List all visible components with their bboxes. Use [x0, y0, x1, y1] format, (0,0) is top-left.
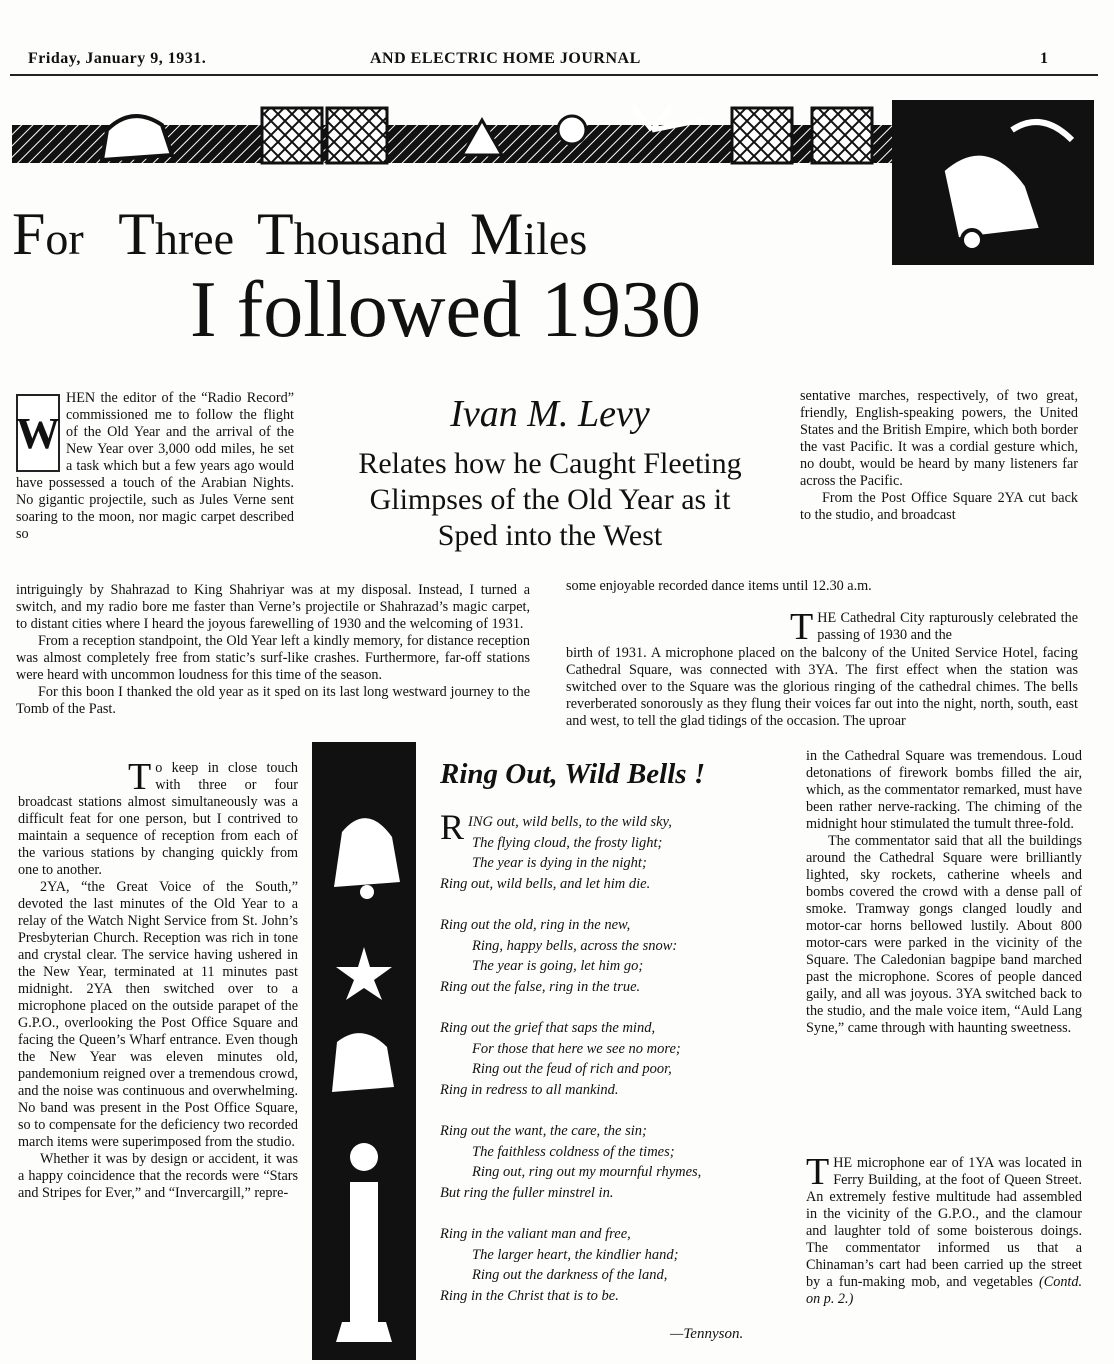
cathedral-column: in the Cathedral Square was tremendous. Loud detonations of firework bombs filled the air, which, as the commentator remarked, must have been rather nerve-racking. The chiming of the midnight hour stimulated the tumult three-fold. The commentator said that all the buildings around the Cathedral Square were brilliantly lighted, sky rockets, catherine wheels and bombs covered the crowd with a dense pall of smoke. Tramway gongs clanged loudly and motor-car horns bellowed lustily. About 800 motor-cars were parked in the vicinity of the Square. The Caledonian bagpipe band marched past the microphone. Scores of people danced gaily, and all was joyous. 3YA switched back to the studio, and the male voice item, “Auld Lang Syne,” came through with haunting sweetness. [806, 748, 1082, 1036]
subtitle-line-1: Relates how he Caught Fleeting [358, 447, 742, 480]
journal-name: AND ELECTRIC HOME JOURNAL [370, 50, 641, 67]
bell-icon [102, 116, 172, 160]
poem-stanza: Ring out the grief that saps the mind, For those that here we see no more; Ring out the feud of rich and poor, Ring in redress to all mankind. [440, 1020, 681, 1098]
poem-stanza: RING out, wild bells, to the wild sky, The flying cloud, the frosty light; The year is dying in the night; Ring out, wild bells, and let him die. [440, 807, 672, 892]
right-column-top: sentative marches, respectively, of two great, friendly, English-speaking powers, the United States and the British Empire, which both border the vast Pacific. It was a cordial gesture which, no doubt, would be heard by many listeners far across the Pacific. From the Post Office Square 2YA cut back to the studio, and broadcast [800, 388, 1078, 523]
drop-cap-t: T [128, 756, 152, 798]
poem-stanza: Ring in the valiant man and free, The larger heart, the kindlier hand; Ring out the darkness of the land, Ring in the Christ that is to be. [440, 1226, 679, 1304]
drop-cap-t: T [806, 1151, 830, 1193]
auckland-paragraph: T HE microphone ear of 1YA was located in Ferry Building, at the foot of Queen Street. An extremely festive multitude had assembled in the vicinity of the G.P.O., and the clamour and laughter told of some boisterous doings. The commentator informed us that a Chinaman’s cart had been carried up the street by a fun-making mob, and vegetables (Contd. on p. 2.) [806, 1151, 1082, 1307]
intro-wide-paragraphs: intriguingly by Shahrazad to King Shahriyar was at my disposal. Instead, I turned a switch, and my radio bore me faster than Verne’s projectile or Shahrazad’s magic carpet, to distant cities where I heard the joyous farewelling of 1930 and the welcoming of 1931. From a reception standpoint, the Old Year left a kindly memory, for distance reception was almost completely free from static’s surf-like crashes. Furthermore, far-off stations were heard with uncommon loudness for this time of the season. For this boon I thanked the old year as it sped on its last long westward journey to the Tomb of the Past. [16, 582, 530, 717]
intro-paragraph-top: W HEN the editor of the “Radio Record” commissioned me to follow the flight of the Old Year and the arrival of the New Year over 3,000 odd miles, he set a task which but a few years ago would have possessed a touch of the Arabian Nights. No gigantic projectile, such as Jules Verne sent soaring to the moon, nor magic carpet described so [16, 390, 294, 542]
continued-note: (Contd. on p. 2.) [806, 1274, 1082, 1307]
subtitle-line-2: Glimpses of the Old Year as it [369, 483, 731, 516]
issue-date: Friday, January 9, 1931. [28, 50, 207, 67]
drop-cap-w: W [16, 394, 60, 472]
header-rule [10, 74, 1098, 76]
left-column: T o keep in close touch with three or four broadcast stations almost simultaneously was a difficult feat for one person, but I contrived to maintain a sequence of reception from each of the various stations by changing quickly from one to another. 2YA, “the Great Voice of the South,” devoted the last minutes of the Old Year to a relay of the Watch Night Service from St. John’s Presbyterian Church. Reception was rich in tone and crystal clear. The service having ushered in the New Year, terminated at 11 minutes past midnight. 2YA then switched over to a microphone placed on the outside parapet of the G.P.O., overlooking the Post Office Square and facing the Queen’s Wharf entrance. Even though the New Year was eleven minutes old, pandemonium reigned over a tremendous crowd, and the noise was continuous and overwhelming. No band was present in the Post Office Square, so to compensate for the deficiency two recorded march items were superimposed from the studio. Whether it was by design or accident, it was a happy coincidence that the records were “Stars and Stripes for Ever,” and “Invercargill,” repre- [18, 756, 298, 1201]
poem-stanza: Ring out the old, ring in the new, Ring, happy bells, across the snow: The year is going, let him go; Ring out the false, ring in the true. [440, 917, 678, 995]
poem-stanza: Ring out the want, the care, the sin; The faithless coldness of the times; Ring out, ring out my mournful rhymes, But ring the fuller minstrel in. [440, 1123, 702, 1201]
drop-cap-t: T [790, 606, 814, 648]
subtitle-line-3: Sped into the West [437, 519, 663, 552]
byline [330, 392, 770, 554]
poem-author: —Tennyson. [670, 1326, 744, 1342]
cathedral-intro: T HE Cathedral City rapturously celebrated the passing of 1930 and the [790, 606, 1078, 648]
author-name: Ivan M. Levy [450, 393, 650, 435]
poem [440, 807, 790, 1327]
poem-title: Ring Out, Wild Bells ! [440, 758, 706, 790]
right-wide-line: some enjoyable recorded dance items until 12.30 a.m. [566, 578, 872, 594]
cathedral-wide: birth of 1931. A microphone placed on the balcony of the United Service Hotel, facing Cathedral Square, was connected with 3YA. The first effect when the station was switched over to the Square was the glorious ringing of the cathedral chimes. The bells reverberated sonorously as they flung their voices far out into the night, north, south, east and west, to tell the glad tidings of the occasion. The uproar [566, 645, 1078, 729]
page-number: 1 [1040, 50, 1049, 67]
bells-candle-panel [312, 742, 416, 1360]
headline-line-2: I followed 1930 [190, 266, 702, 354]
headline-line-1: For Three Thousand Miles [12, 201, 588, 267]
